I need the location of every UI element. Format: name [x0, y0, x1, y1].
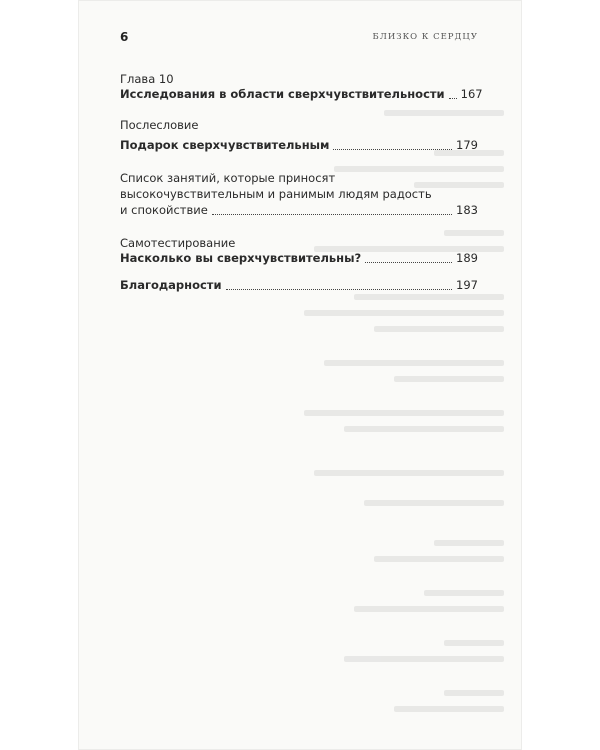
table-of-contents	[120, 72, 483, 293]
book-page	[78, 0, 522, 750]
toc-entry-page: 179	[456, 138, 478, 152]
toc-chapter-10	[120, 72, 483, 102]
toc-activities	[120, 170, 478, 218]
toc-afterword	[120, 118, 478, 153]
toc-entry	[120, 202, 478, 218]
toc-entry-line: высокочувствительным и ранимым людям радость	[120, 187, 432, 201]
toc-entry-title: и спокойствие	[120, 203, 208, 217]
running-head: БЛИЗКО К СЕРДЦУ	[372, 32, 478, 42]
toc-thanks	[120, 278, 478, 293]
toc-entry-title: Подарок сверхчувствительным	[120, 138, 330, 152]
dot-leader	[333, 149, 452, 150]
toc-entry-line: Список занятий, которые приносят	[120, 171, 336, 185]
toc-entry-page: 167	[460, 87, 483, 101]
toc-section-label: Самотестирование	[120, 236, 236, 250]
toc-entry	[120, 138, 478, 153]
toc-section-label: Послесловие	[120, 118, 199, 132]
dot-leader	[212, 214, 452, 215]
toc-entry-page: 197	[456, 278, 478, 292]
toc-entry-page: 189	[456, 251, 478, 265]
toc-chapter-label: Глава 10	[120, 72, 174, 86]
toc-entry	[120, 87, 483, 102]
toc-entry-title: Насколько вы сверхчувствительны?	[120, 251, 362, 265]
dot-leader	[365, 262, 452, 263]
toc-entry-page: 183	[456, 203, 478, 217]
page-header	[120, 30, 478, 46]
page-number: 6	[120, 30, 129, 44]
toc-entry	[120, 278, 478, 293]
dot-leader	[449, 98, 457, 99]
toc-entry-title: Благодарности	[120, 278, 222, 292]
dot-leader	[226, 289, 453, 290]
toc-entry	[120, 251, 478, 266]
toc-entry-title: Исследования в области сверхчувствительности	[120, 87, 445, 101]
toc-selftest	[120, 236, 478, 266]
